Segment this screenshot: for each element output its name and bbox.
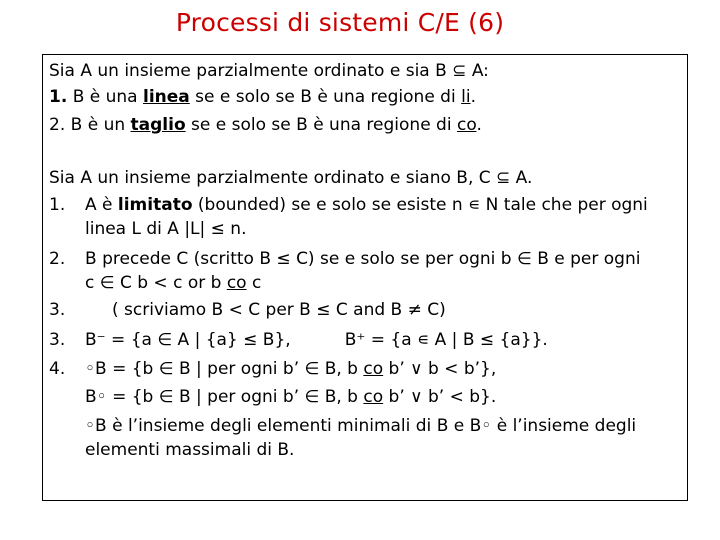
definition-intro-1: Sia A un insieme parzialmente ordinato e sia B ⊆ A: [49, 61, 489, 81]
slide-title: Processi di sistemi C/E (6) [175, 8, 505, 37]
item-number: 2. [49, 249, 66, 269]
item-number: 1. [49, 87, 68, 107]
definition-linea: 1. B è una linea se e solo se B è una regione di li. [49, 87, 476, 107]
item-precede-cont: c ∈ C b < c or b co c [85, 273, 262, 293]
item-limitato-cont: linea L di A |L| ≤ n. [85, 219, 247, 239]
item-min-max-cont-2: ◦B è l’insieme degli elementi minimali di B e B◦ è l’insieme degli [85, 416, 637, 436]
item-number: 4. [49, 359, 66, 379]
definition-intro-2: Sia A un insieme parzialmente ordinato e siano B, C ⊆ A. [49, 168, 533, 188]
item-limitato: 1. A è limitato (bounded) se e solo se esiste n ∊ N tale che per ogni [49, 195, 648, 215]
item-precede: 2. B precede C (scritto B ≤ C) se e solo se per ogni b ∈ B e per ogni [49, 249, 641, 269]
item-number: 3. [49, 300, 66, 320]
item-min-max-cont-3: elementi massimali di B. [85, 440, 295, 460]
definition-taglio: 2. B è un taglio se e solo se B è una regione di co. [49, 115, 482, 135]
relation-li: li [461, 87, 471, 107]
item-bminus-bplus: 3. B⁻ = {a ∈ A | {a} ≤ B}, B⁺ = {a ∊ A | B ≤ {a}}. [49, 330, 548, 350]
relation-co: co [363, 387, 384, 407]
relation-co: co [456, 115, 477, 135]
term-linea: linea [143, 87, 190, 107]
item-number: 2. [49, 115, 66, 135]
item-min-max-cont-1: B◦ = {b ∈ B | per ogni b’ ∈ B, b co b’ ∨ b’ < b}. [85, 387, 497, 407]
item-min-max: 4. ◦B = {b ∈ B | per ogni b’ ∈ B, b co b’ ∨ b < b’}, [49, 359, 497, 379]
item-number: 1. [49, 195, 66, 215]
term-taglio: taglio [130, 115, 186, 135]
item-strict-precede: 3. ( scriviamo B < C per B ≤ C and B ≠ C) [49, 300, 446, 320]
relation-co: co [363, 359, 384, 379]
item-number: 3. [49, 330, 66, 350]
term-limitato: limitato [117, 195, 193, 215]
relation-co: co [226, 273, 247, 293]
